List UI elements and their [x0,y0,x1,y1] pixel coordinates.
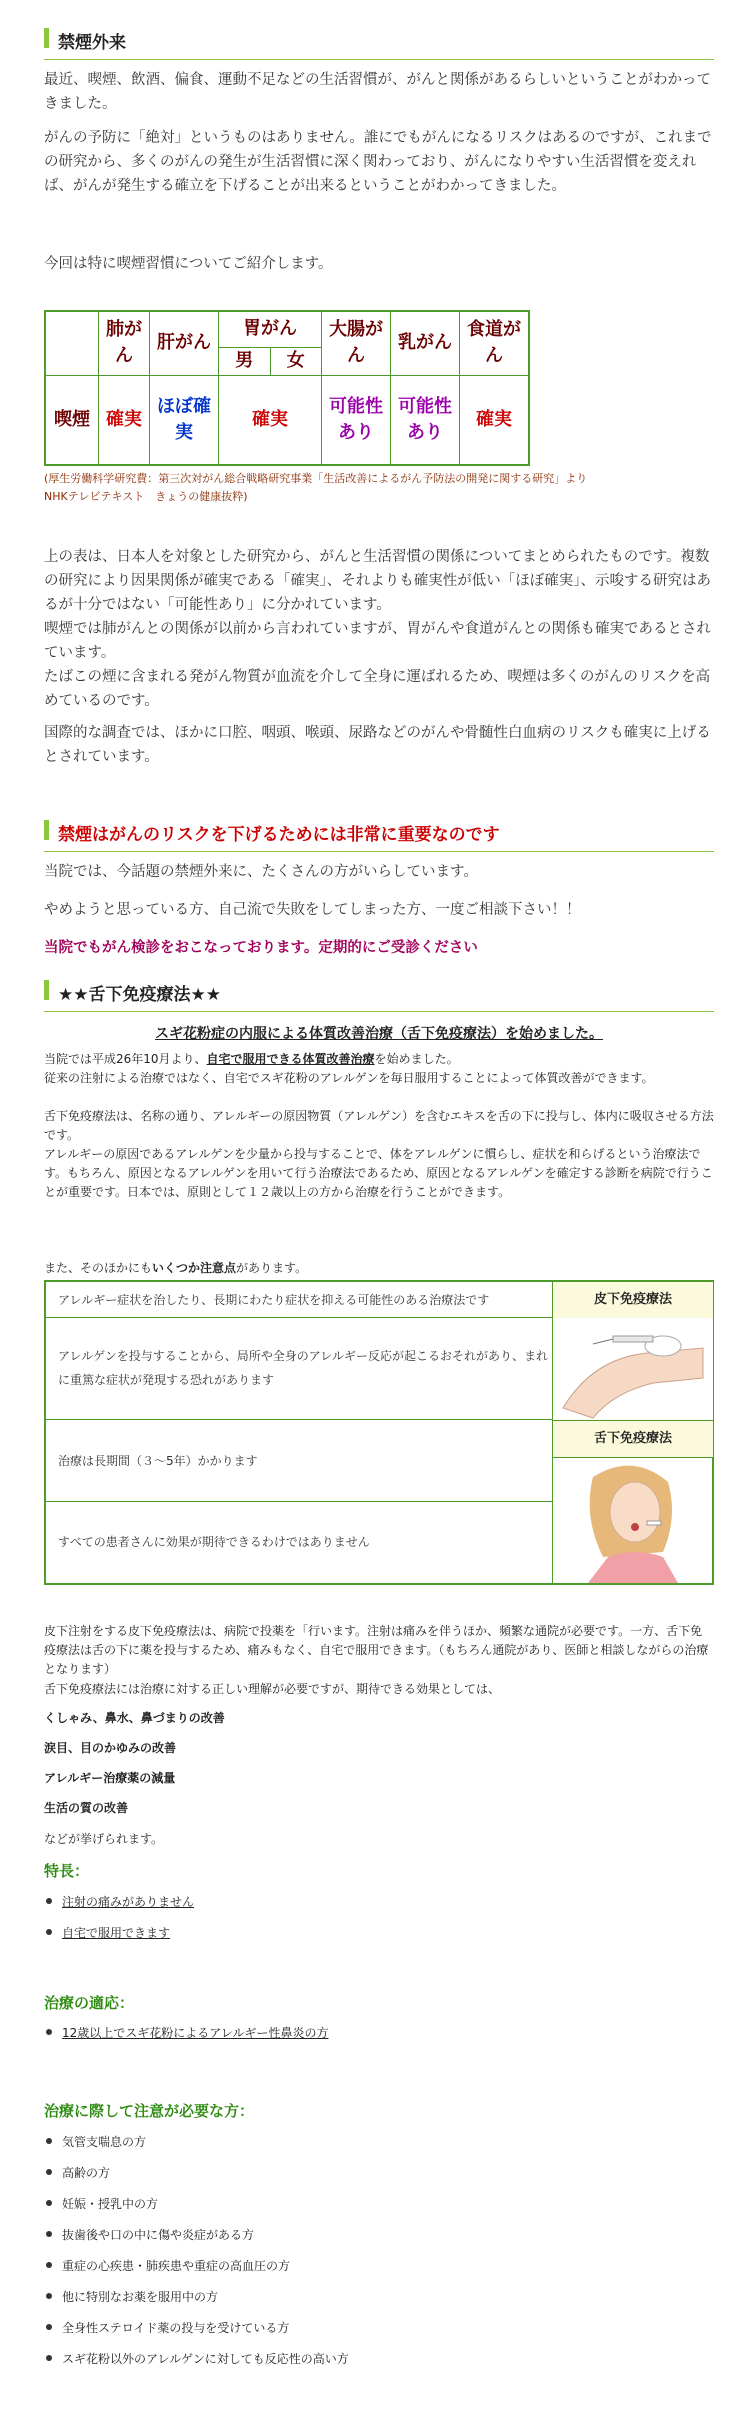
heading-bar [44,28,49,48]
effect-item-1 [44,1709,714,1728]
heading-bar [44,980,49,1000]
list-item [44,2257,714,2288]
row-label-smoking: 喫煙 [45,375,99,465]
indication-list [44,2024,714,2055]
intro-text-c: を始めました。 [374,1052,459,1066]
header-female: 女 [270,347,322,375]
sublingual-desc-1: 舌下免疫療法は、名称の通り、アレルギーの原因物質（アレルゲン）を含むエキスを舌の下に投与し、体内に吸収させる方法です。 [44,1109,714,1142]
header-male: 男 [219,347,271,375]
caution-list [44,2133,714,2381]
table-source-line-1: (厚生労働科学研究費：第三次対がん総合戦略研究事業「生活改善によるがん予防法の開発に関する研究」より [44,472,588,485]
explanation-paragraph-1: 上の表は、日本人を対象とした研究から、がんと生活習慣の関係についてまとめられたものです。複数の研究により因果関係が確実である「確実」、それよりも確実性が低い「ほぼ確実」、示唆する研究はあるが十分ではない「可能性あり」に分かれています。 [44,549,711,613]
desc3-text-b: いくつか注意点 [152,1261,237,1275]
sublingual-subtitle: スギ花粉症の内服による体質改善治療（舌下免疫療法）を始めました。 [155,1026,603,1042]
cancer-risk-table [44,310,530,466]
label-sublingual: 舌下免疫療法 [553,1420,713,1458]
list-item [44,2195,714,2226]
header-stomach-cancer: 胃がん [219,311,322,347]
section-title-quit-smoking [44,820,714,852]
cell-liver: ほぼ確実 [150,375,219,465]
desc3-text-a: また、そのほかにも [44,1261,153,1275]
list-item [44,2133,714,2164]
table-source-line-2: NHKテレビテキスト きょうの健康抜粋) [44,490,248,503]
table-source [44,470,587,506]
feature-home-use: 自宅で服用できます [62,1926,171,1940]
list-item [44,2319,714,2350]
caution-item: 重症の心疾患・肺疾患や重症の高血圧の方 [62,2259,291,2273]
caution-item: スギ花粉以外のアレルゲンに対しても反応性の高い方 [62,2352,349,2366]
caution-item: 高齢の方 [62,2166,111,2180]
desc3-text-c: があります。 [236,1261,308,1275]
cell-stomach: 確実 [219,375,322,465]
effect-text: アレルギー治療薬の減量 [44,1771,176,1785]
list-item [44,2024,714,2055]
header-esophageal-cancer: 食道がん [460,311,530,375]
section-title-kinen [44,28,714,60]
comparison-row-4: すべての患者さんに効果が期待できるわけではありません [58,1535,370,1549]
header-liver-cancer: 肝がん [150,311,219,375]
comparison-row-3: 治療は長期間（３～5年）かかります [46,1420,552,1502]
list-item [44,1924,714,1955]
section-title-text: ★★舌下免疫療法★★ [58,985,221,1005]
effect-text: 涙目、目のかゆみの改善 [44,1741,177,1755]
comparison-row-1: アレルギー症状を治したり、長期にわたり症状を抑える可能性のある治療法です [46,1282,552,1318]
features-list [44,1893,714,1955]
explanation-paragraph-4: 国際的な調査では、ほかに口腔、咽頭、喉頭、尿路などのがんや骨髄性白血病のリスクも確実に上げるとされています。 [44,725,711,765]
clinic-paragraph-1: 当院では、今話題の禁煙外来に、たくさんの方がいらしています。 [44,864,478,880]
caution-item: 全身性ステロイド薬の投与を受けている方 [62,2321,290,2335]
caution-item: 他に特別なお薬を服用中の方 [62,2290,219,2304]
explanation-paragraph-2: 喫煙では肺がんとの関係が以前から言われていますが、胃がんや食道がんとの関係も確実であるとされています。 [44,621,711,661]
clinic-paragraph-2: やめようと思っている方、自己流で失敗をしてしまった方、一度ご相談下さい！！ [44,902,581,918]
heading-bar [44,820,49,840]
effects-intro: 舌下免疫療法には治療に対する正しい理解が必要ですが、期待できる効果としては、 [44,1682,501,1696]
header-colon-cancer: 大腸がん [322,311,391,375]
list-item [44,1893,714,1924]
woman-medicine-illustration [553,1457,713,1583]
list-item [44,2164,714,2195]
intro-text-b: 自宅で服用できる体質改善治療 [206,1052,375,1066]
label-subcutaneous: 皮下免疫療法 [553,1282,713,1319]
cancer-screening-notice: 当院でもがん検診をおこなっております。定期的にご受診ください [44,940,478,956]
caution-item: 気管支喘息の方 [62,2135,147,2149]
therapy-comparison-table [44,1280,714,1585]
effects-outro: などが挙げられます。 [44,1832,164,1846]
cell-lung: 確実 [99,375,150,465]
explanation-paragraph-3: たばこの煙に含まれる発がん物質が血流を介して全身に運ばれるため、喫煙は多くのがんのリスクを高めているのです。 [44,669,711,709]
caution-item: 妊娠・授乳中の方 [62,2197,159,2211]
intro-paragraph-3: 今回は特に喫煙習慣についてご紹介します。 [44,256,333,272]
effect-text: くしゃみ、鼻水、鼻づまりの改善 [44,1711,225,1725]
intro-paragraph-1: 最近、喫煙、飲酒、偏食、運動不足などの生活習慣が、がんと関係があるらしいということがわかってきました。 [44,72,711,112]
effect-item-4 [44,1799,714,1818]
indication-heading: 治療の適応： [44,1994,135,2012]
list-item [44,2288,714,2319]
caution-heading: 治療に際して注意が必要な方： [44,2102,255,2120]
cell-breast: 可能性あり [391,375,460,465]
cell-esophagus: 確実 [460,375,530,465]
section-title-text: 禁煙外来 [58,33,126,53]
header-lung-cancer: 肺がん [99,311,150,375]
header-breast-cancer: 乳がん [391,311,460,375]
table-corner [45,311,99,375]
feature-no-injection-pain: 注射の痛みがありません [62,1895,195,1909]
effect-item-3 [44,1769,714,1788]
sublingual-desc-3 [44,1259,714,1278]
section-title-text: 禁煙はがんのリスクを下げるためには非常に重要なのです [58,825,500,845]
sublingual-desc-2: アレルギーの原因であるアレルゲンを少量から投与することで、体をアレルゲンに慣らし、症状を和らげるという治療法です。もちろん、原因となるアレルゲンを用いて行う治療法であるため、原因となるアレルゲンを確定する診断を病院で行うことが重要です。日本では、原則として１２歳以上の方から治療を行うことができます。 [44,1147,713,1199]
sublingual-intro-1 [44,1050,714,1069]
sublingual-intro-2: 従来の注射による治療ではなく、自宅でスギ花粉のアレルゲンを毎日服用することによって体質改善ができます。 [44,1071,654,1085]
list-item [44,2350,714,2381]
comparison-row-2: アレルゲンを投与することから、局所や全身のアレルギー反応が起こるおそれがあり、まれに重篤な症状が発現する恐れがあります [46,1318,552,1420]
comparison-explanation: 皮下注射をする皮下免疫療法は、病院で投薬を「行います。注射は痛みを伴うほか、頻繁な通院が必要です。一方、舌下免疫療法は舌の下に薬を投与するため、痛みもなく、自宅で服用できます。（もちろん通院があり、医師と相談しながらの治療となります） [44,1624,709,1676]
cell-colon: 可能性あり [322,375,391,465]
injection-illustration [553,1318,713,1420]
list-item [44,2226,714,2257]
indication-item: 12歳以上でスギ花粉によるアレルギー性鼻炎の方 [62,2026,329,2040]
effect-text: 生活の質の改善 [44,1801,129,1815]
caution-item: 抜歯後や口の中に傷や炎症がある方 [62,2228,255,2242]
intro-text-a: 当院では平成26年10月より、 [44,1052,207,1066]
features-heading: 特長： [44,1862,90,1880]
intro-paragraph-2: がんの予防に「絶対」というものはありません。誰にでもがんになるリスクはあるのですが、これまでの研究から、多くのがんの発生が生活習慣に深く関わっており、がんになりやすい生活習慣を変えれば、がんが発生する確立を下げることが出来るということがわかってきました。 [44,130,712,194]
section-title-sublingual [44,980,714,1012]
illustration-column [552,1282,713,1583]
effect-item-2 [44,1739,714,1758]
